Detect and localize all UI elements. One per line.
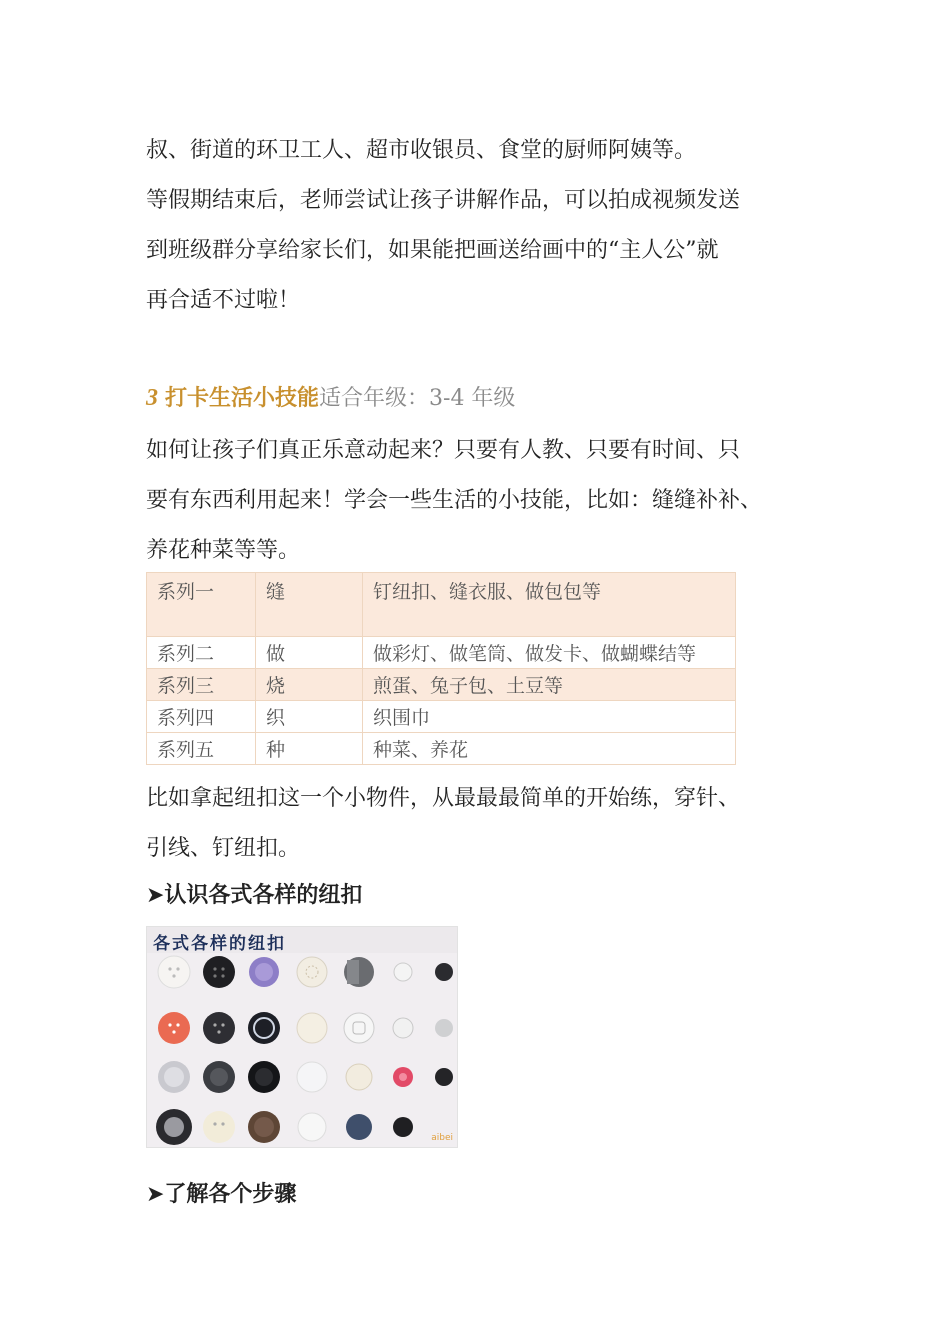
button-icon <box>298 1113 326 1141</box>
button-icon <box>158 956 190 988</box>
section-grade: 适合年级：3-4 年级 <box>319 386 516 411</box>
items-cell: 种菜、养花 <box>363 733 736 765</box>
table-row <box>147 669 736 701</box>
verb-cell: 烧 <box>256 669 363 701</box>
verb-cell: 缝 <box>256 573 363 637</box>
body-paragraph-line: 养花种菜等等。 <box>146 538 301 563</box>
button-icon <box>203 1061 235 1093</box>
body-paragraph-line: 等假期结束后，老师尝试让孩子讲解作品，可以拍成视频发送 <box>146 188 741 213</box>
bullet-heading-buttons: ➤认识各式各样的纽扣 <box>146 883 363 908</box>
watermark: aibei <box>431 1133 453 1143</box>
button-icon <box>158 1012 190 1044</box>
body-paragraph-line: 到班级群分享给家长们，如果能把画送给画中的“主人公”就 <box>146 238 719 263</box>
table-row <box>147 573 736 637</box>
bullet-heading-steps: ➤了解各个步骤 <box>146 1182 297 1207</box>
body-paragraph-line: 再合适不过啦！ <box>146 288 301 313</box>
body-paragraph-line: 叔、街道的环卫工人、超市收银员、食堂的厨师阿姨等。 <box>146 138 697 163</box>
button-icon <box>156 1109 192 1145</box>
verb-cell: 种 <box>256 733 363 765</box>
button-icon <box>344 957 374 987</box>
button-icon <box>435 1019 453 1037</box>
verb-cell: 织 <box>256 701 363 733</box>
button-icon <box>435 1068 453 1086</box>
button-icon <box>203 1012 235 1044</box>
body-paragraph-line: 如何让孩子们真正乐意动起来？只要有人教、只要有时间、只 <box>146 438 741 463</box>
button-icon <box>393 1117 413 1137</box>
series-cell: 系列五 <box>147 733 256 765</box>
button-icon <box>344 1013 374 1043</box>
section-title: 打卡生活小技能 <box>165 386 320 411</box>
series-cell: 系列二 <box>147 637 256 669</box>
buttons-illustration <box>147 927 458 1148</box>
skills-table <box>146 572 736 765</box>
section-number: 3 <box>146 385 158 411</box>
table-row <box>147 701 736 733</box>
button-icon <box>346 1064 372 1090</box>
button-icon <box>248 1111 280 1143</box>
buttons-photo <box>146 926 458 1148</box>
items-cell: 做彩灯、做笔筒、做发卡、做蝴蝶结等 <box>363 637 736 669</box>
button-icon <box>248 1012 280 1044</box>
button-icon <box>297 957 327 987</box>
button-icon <box>393 1067 413 1087</box>
button-icon <box>394 963 412 981</box>
body-paragraph-line: 要有东西利用起来！学会一些生活的小技能，比如：缝缝补补、 <box>146 488 763 513</box>
button-icon <box>203 1111 235 1143</box>
button-icon <box>158 1061 190 1093</box>
button-icon <box>393 1018 413 1038</box>
photo-title: 各式各样的纽扣 <box>153 934 286 954</box>
items-cell: 钉纽扣、缝衣服、做包包等 <box>363 573 736 637</box>
items-cell: 煎蛋、兔子包、土豆等 <box>363 669 736 701</box>
button-icon <box>435 963 453 981</box>
button-icon <box>203 956 235 988</box>
button-icon <box>297 1062 327 1092</box>
button-icon <box>346 1114 372 1140</box>
button-icon <box>249 957 279 987</box>
verb-cell: 做 <box>256 637 363 669</box>
series-cell: 系列三 <box>147 669 256 701</box>
button-icon <box>248 1061 280 1093</box>
body-paragraph-line: 比如拿起纽扣这一个小物件，从最最最简单的开始练，穿针、 <box>146 786 741 811</box>
table-row <box>147 637 736 669</box>
body-paragraph-line: 引线、钉纽扣。 <box>146 836 301 861</box>
series-cell: 系列一 <box>147 573 256 637</box>
series-cell: 系列四 <box>147 701 256 733</box>
button-icon <box>297 1013 327 1043</box>
section-heading <box>146 376 515 421</box>
table-row <box>147 733 736 765</box>
items-cell: 织围巾 <box>363 701 736 733</box>
